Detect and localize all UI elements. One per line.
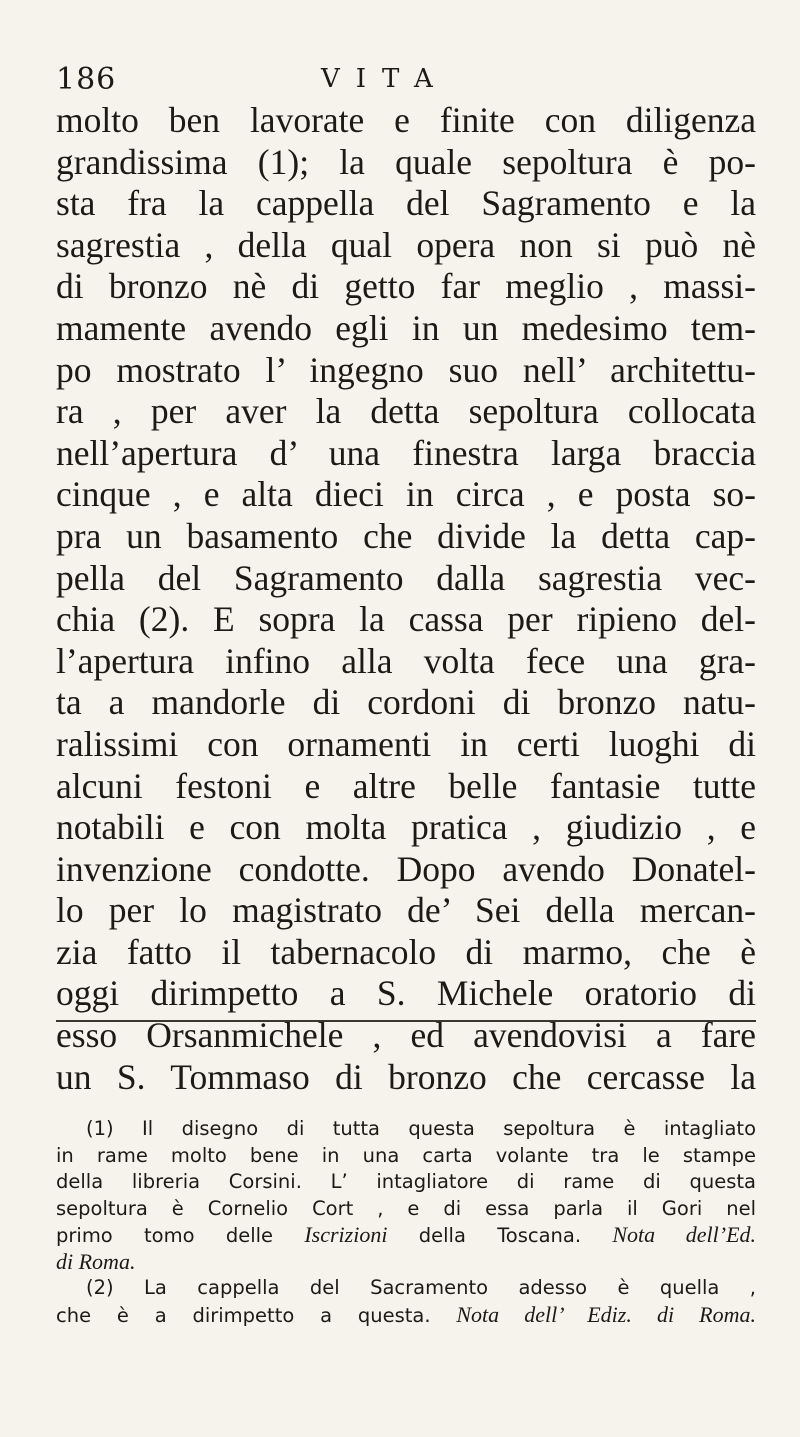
page-header: [56, 62, 746, 102]
footnote-label: (1): [86, 1117, 114, 1140]
text-line: esso Orsanmichele , ed avendovisi a fare: [56, 1015, 756, 1056]
text-line: po mostrato l’ ingegno suo nell’ architettu-: [56, 349, 756, 390]
page-number: 186: [56, 62, 117, 97]
footnote-1-line: sepoltura è Cornelio Cort , e di essa parla il Gori nel: [56, 1196, 756, 1220]
text-line: un S. Tommaso di bronzo che cercasse la: [56, 1056, 756, 1097]
footnote-text: primo tomo delle: [56, 1224, 274, 1247]
footnote-label: (2): [86, 1276, 114, 1299]
footnote-text: La cappella del Sacramento adesso è quella ,: [144, 1276, 756, 1299]
footnote-1-line: [56, 1116, 756, 1143]
footnote-text: della Toscana.: [418, 1224, 582, 1247]
footnote-2-line: [56, 1275, 756, 1302]
text-line: pra un basamento che divide la detta cap-: [56, 515, 756, 556]
footnote-1-line: della libreria Corsini. L’ intagliatore di rame di questa: [56, 1170, 756, 1193]
main-text: [56, 100, 756, 1098]
text-line: molto ben lavorate e finite con diligenza: [56, 100, 756, 140]
footnote-1-line: in rame molto bene in una carta volante tra le stampe: [56, 1143, 756, 1167]
text-line: cinque , e alta dieci in circa , e posta so-: [56, 474, 756, 515]
text-line: zia fatto il tabernacolo di marmo, che è: [56, 931, 756, 972]
text-line: invenzione condotte. Dopo avendo Donatel-: [56, 848, 756, 889]
text-line: nell’apertura d’ una finestra larga braccia: [56, 432, 756, 473]
footnote-1-line: [56, 1222, 756, 1249]
footnote-2-line: [56, 1302, 756, 1329]
footnotes: [56, 1116, 756, 1328]
text-line: grandissima (1); la quale sepoltura è po-: [56, 141, 756, 182]
footnote-italic: Iscrizioni: [304, 1222, 388, 1247]
text-line: pella del Sagramento dalla sagrestia vec-: [56, 557, 756, 598]
footnote-text: che è a dirimpetto a questa.: [56, 1303, 431, 1327]
text-line: di bronzo nè di getto far meglio , massi-: [56, 266, 756, 307]
text-line: oggi dirimpetto a S. Michele oratorio di: [56, 973, 756, 1014]
footnote-1-line: [56, 1249, 756, 1276]
text-line: chia (2). E sopra la cassa per ripieno del-: [56, 599, 756, 640]
text-line: l’apertura infino alla volta fece una gra-: [56, 640, 756, 681]
text-line: alcuni festoni e altre belle fantasie tutte: [56, 765, 756, 806]
text-line: notabili e con molta pratica , giudizio , e: [56, 807, 756, 848]
text-line: ralissimi con ornamenti in certi luoghi di: [56, 723, 756, 764]
text-line: sagrestia , della qual opera non si può nè: [56, 224, 756, 265]
footnote-text: Il disegno di tutta questa sepoltura è intagliato: [142, 1117, 756, 1140]
text-line: ta a mandorle di cordoni di bronzo natu-: [56, 682, 756, 723]
running-head: VITA: [321, 64, 449, 94]
footnote-italic: Nota dell’ Ediz. di Roma.: [456, 1301, 756, 1327]
text-line: lo per lo magistrato de’ Sei della mercan-: [56, 890, 756, 931]
text-line: ra , per aver la detta sepoltura collocata: [56, 391, 756, 432]
text-line: sta fra la cappella del Sagramento e la: [56, 183, 756, 224]
text-line: mamente avendo egli in un medesimo tem-: [56, 307, 756, 348]
footnote-italic: di Roma.: [56, 1248, 136, 1274]
footnote-italic: Nota dell’Ed.: [612, 1222, 757, 1247]
footnote-divider: [56, 1020, 756, 1022]
